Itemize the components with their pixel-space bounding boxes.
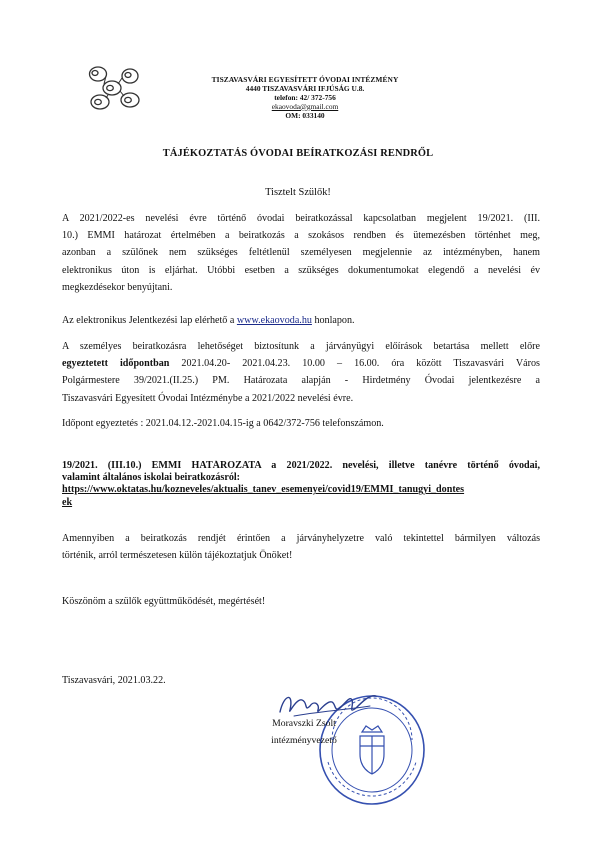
text-line: Amennyiben a beiratkozás rendjét érintően a járványhelyzetre való tekintettel bármilyen változás [62,533,540,544]
decree-reference [62,460,540,509]
paragraph-decree-intro [62,210,540,296]
organization-address: 4440 TISZAVASVÁRI IFJÚSÁG U.8. [245,83,365,93]
text-fragment: Az elektronikus Jelentkezési lap elérhető a [62,315,237,326]
decree-line: 19/2021. (III.10.) EMMI HATÁROZATA a 2021/2022. nevelési, illetve tanévre történő óvodai, [62,460,540,471]
text-line: Időpont egyeztetés : 2021.04.12.-2021.04.15-ig a 0642/372-756 telefonszámon. [62,418,384,429]
text-line: Tiszavasvári Egyesített Óvodai Intézménybe a 2021/2022 nevelési évre. [62,392,354,404]
organization-om: OM: 033140 [285,110,325,120]
website-link[interactable]: www.ekaovoda.hu [236,315,312,326]
letterhead [160,76,450,121]
greeting: Tisztelt Szülők! [265,187,331,198]
decree-link[interactable]: https://www.oktatas.hu/kozneveles/aktualis_tanev_esemenyei/covid19/EMMI_tanugyi_dontes [62,484,465,496]
text-fragment: honlapon. [311,315,355,326]
bold-fragment: egyeztetett időpontban [62,358,170,370]
paragraph-changes-notice [62,530,540,564]
text-line: A személyes beiratkozásra lehetőséget biztosítunk a járványügyi előírások betartása mellett előre [62,341,540,352]
text-line [62,312,540,329]
text-line: azonban a szülőnek nem szükséges feltétlenül személyesen megjelennie az intézményben, hanem [62,247,540,259]
signer-name: Moravszki Zsolt [272,718,336,729]
paragraph-online-form [62,312,540,329]
text-line [62,355,540,372]
thanks-line: Köszönöm a szülők együttműködését, megértését! [62,596,266,607]
paragraph-appointment [62,415,540,432]
text-line: 10.) EMMI határozat értelmében a beiratkozás a szokásos rendben és ütemezésben történhet meg, [62,230,540,242]
text-fragment: 2021.04.20- 2021.04.23. 10.00 – 16.00. óra között Tiszavasvári Város [169,358,540,370]
decree-line: valamint általános iskolai beiratkozásról: [62,472,241,484]
signer-role: intézményvezető [271,735,337,746]
organization-name: TISZAVASVÁRI EGYESÍTETT ÓVODAI INTÉZMÉNY [211,75,399,84]
organization-email[interactable]: ekaovoda@gmail.com [271,101,339,111]
document-title: TÁJÉKOZTATÁS ÓVODAI BEÍRATKOZÁSI RENDRŐL [162,148,434,159]
paragraph-in-person [62,338,540,407]
decree-link-continued[interactable]: ek [62,496,73,508]
handwritten-signature [274,686,384,722]
text-line: A 2021/2022-es nevelési évre történő óvodai beiratkozással kapcsolatban megjelent 19/2021. (III. [62,213,540,224]
place-date: Tiszavasvári, 2021.03.22. [62,675,166,686]
text-line: Polgármestere 39/2021.(II.25.) PM. Határozata alapján - Hirdetmény Óvodai jelentkezésre a [62,375,540,387]
text-line: történik, arról természetesen külön tájékoztatjuk Önöket! [62,550,293,562]
organization-phone: telefon: 42/ 372-756 [274,92,336,102]
text-line: elektronikus úton is eljárhat. Utóbbi esetben a szükséges dokumentumokat elegendő a nevelési év [62,264,540,276]
text-line: megkezdésekor benyújtani. [62,281,173,293]
